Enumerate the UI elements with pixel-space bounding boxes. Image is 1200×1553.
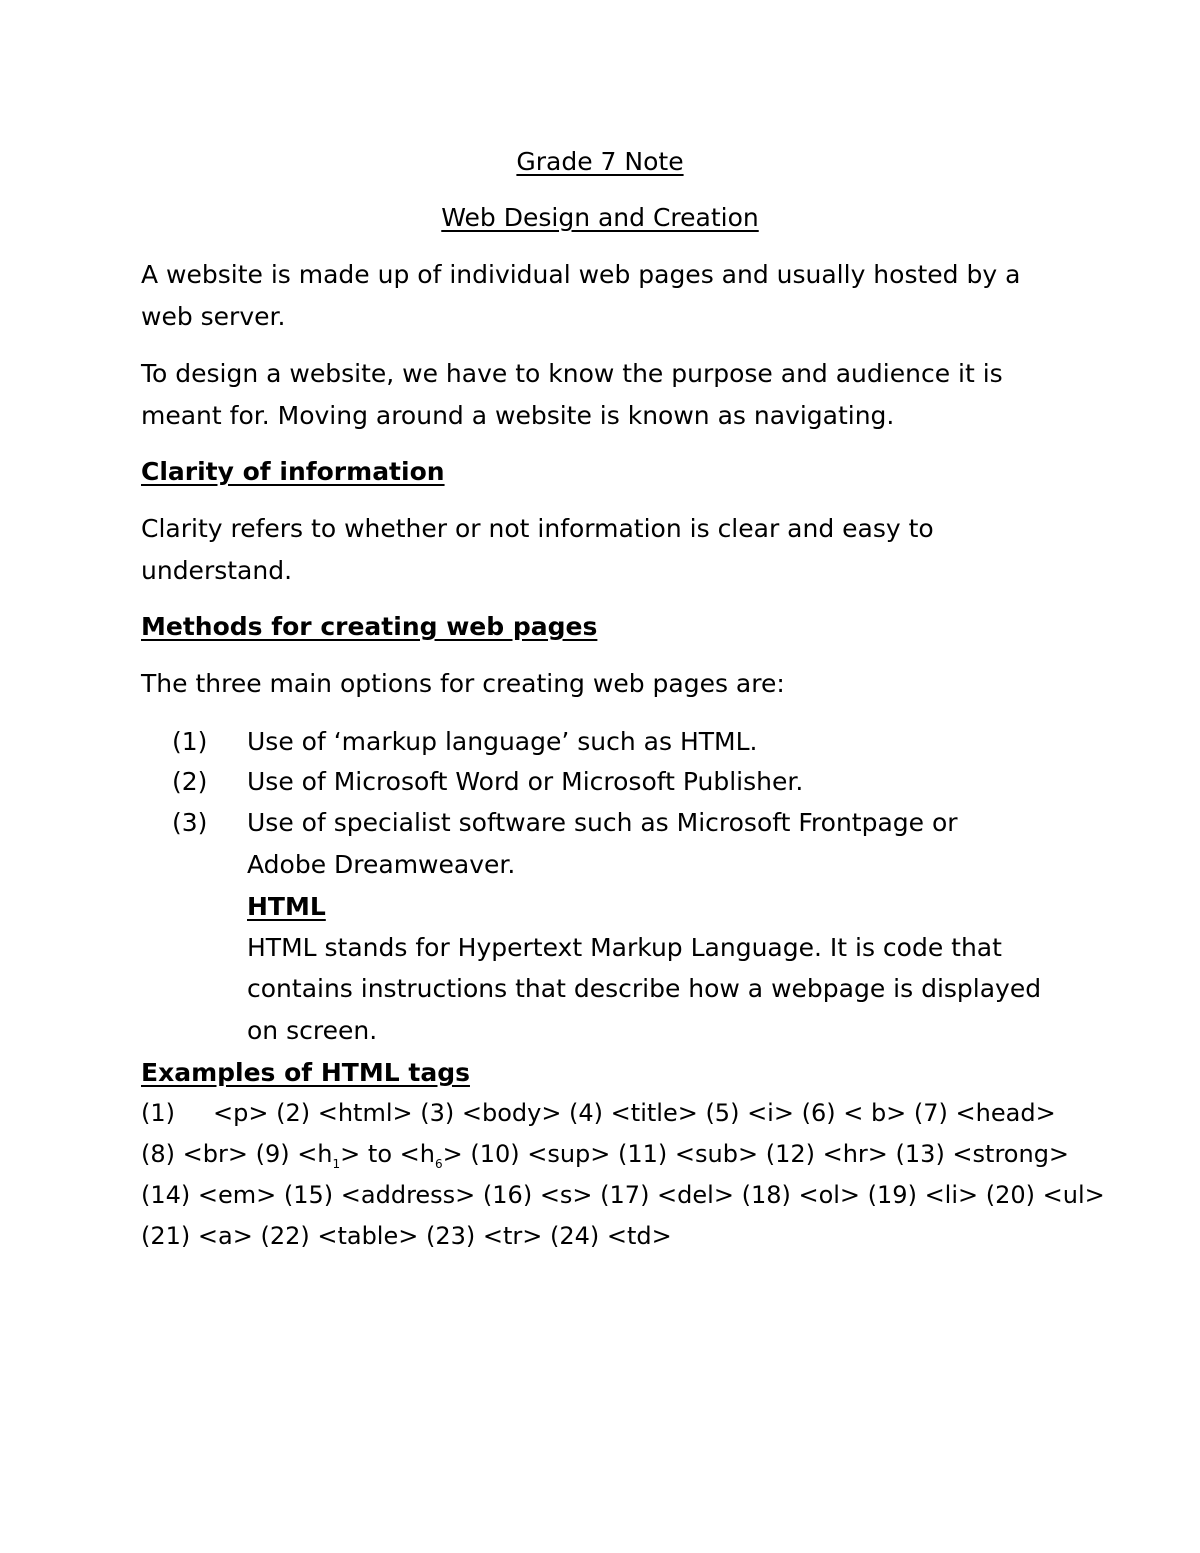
clarity-heading: Clarity of information	[141, 457, 445, 486]
tags-line-3: (14) <em> (15) <address> (16) <s> (17) <del> (18) <ol> (19) <li> (20) <ul>	[141, 1181, 1105, 1209]
tags-line-1-number: (1)	[141, 1099, 175, 1127]
method-2-number: (2)	[172, 767, 208, 796]
clarity-line-1: Clarity refers to whether or not information is clear and easy to	[141, 514, 934, 543]
examples-heading: Examples of HTML tags	[141, 1058, 470, 1087]
tags-line-2-part-c: > (10) <sup> (11) <sub> (12) <hr> (13) <strong>	[442, 1140, 1070, 1168]
tags-line-2	[141, 1140, 1069, 1171]
html-heading: HTML	[247, 892, 326, 921]
method-1-number: (1)	[172, 727, 208, 756]
clarity-line-2: understand.	[141, 556, 293, 585]
intro-line-1: A website is made up of individual web pages and usually hosted by a	[141, 260, 1021, 289]
method-3-text-line-2: Adobe Dreamweaver.	[247, 850, 516, 879]
methods-intro: The three main options for creating web pages are:	[141, 669, 785, 698]
tags-line-4: (21) <a> (22) <table> (23) <tr> (24) <td>	[141, 1222, 672, 1250]
tags-line-2-part-a: (8) <br> (9) <h	[141, 1140, 333, 1168]
html-line-1: HTML stands for Hypertext Markup Language. It is code that	[247, 933, 1002, 962]
method-3-text-line-1: Use of specialist software such as Microsoft Frontpage or	[247, 808, 958, 837]
method-3-number: (3)	[172, 808, 208, 837]
methods-heading: Methods for creating web pages	[141, 612, 598, 641]
html-line-3: on screen.	[247, 1016, 378, 1045]
tags-line-1-text: <p> (2) <html> (3) <body> (4) <title> (5) <i> (6) < b> (7) <head>	[213, 1099, 1056, 1127]
intro-line-3: To design a website, we have to know the purpose and audience it is	[141, 359, 1003, 388]
h6-subscript: 6	[434, 1156, 443, 1171]
method-1-text: Use of ‘markup language’ such as HTML.	[247, 727, 758, 756]
html-line-2: contains instructions that describe how a webpage is displayed	[247, 974, 1042, 1003]
tags-line-1	[141, 1099, 1056, 1127]
page-subtitle: Web Design and Creation	[441, 203, 759, 232]
intro-line-2: web server.	[141, 302, 286, 331]
method-2-text: Use of Microsoft Word or Microsoft Publisher.	[247, 767, 804, 796]
h1-subscript: 1	[332, 1156, 341, 1171]
tags-line-2-part-b: > to <h	[340, 1140, 435, 1168]
intro-line-4: meant for. Moving around a website is known as navigating.	[141, 401, 895, 430]
page-title: Grade 7 Note	[516, 147, 684, 176]
